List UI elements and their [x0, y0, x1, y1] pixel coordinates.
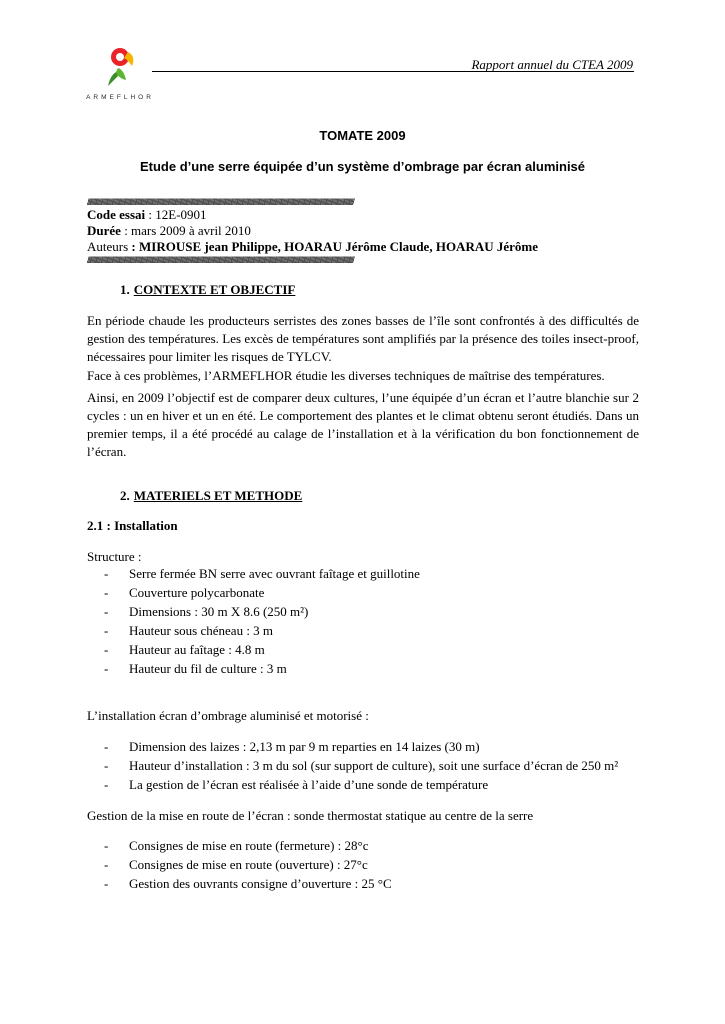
list-item: - Dimensions : 30 m X 8.6 (250 m²)	[104, 604, 309, 619]
list-item: - Hauteur au faîtage : 4.8 m	[104, 642, 265, 657]
structure-list	[104, 564, 420, 678]
list-item: - La gestion de l’écran est réalisée à l’aide d’une sonde de température	[104, 777, 489, 792]
paragraph-problems: Face à ces problèmes, l’ARMEFLHOR étudie les diverses techniques de maîtrise des températures.	[87, 368, 605, 383]
logo-text: ARMEFLHOR	[86, 94, 154, 101]
list-item: - Consignes de mise en route (ouverture) : 27°c	[104, 857, 368, 872]
main-title: TOMATE 2009	[319, 128, 406, 143]
list-item: - Hauteur d’installation : 3 m du sol (sur support de culture), soit une surface d’écran de 250 m²	[104, 758, 619, 773]
list-item: - Hauteur du fil de culture : 3 m	[104, 661, 287, 676]
code-essai	[87, 207, 207, 223]
structure-label: Structure :	[87, 549, 142, 564]
paragraph-objective: Ainsi, en 2009 l’objectif est de comparer deux cultures, l’une équipée d’un écran et l’autre blanchie sur 2 cycles : un en hiver et un en été. Le comportement des plantes et le climat obtenu seront étudiés. Dans un premier temps, il a été procédé au calage de l’installation et à la vérification du bon fonctionnement de l’écran.	[87, 390, 639, 459]
gestion-label: Gestion de la mise en route de l’écran : sonde thermostat statique au centre de la serre	[87, 808, 534, 823]
section-2-number: 2.	[120, 488, 130, 503]
armeflhor-logo	[84, 46, 156, 108]
duree-label: Durée	[87, 223, 121, 238]
duree-value: : mars 2009 à avril 2010	[120, 223, 251, 238]
auteurs-label: Auteurs	[87, 239, 132, 254]
install-list	[104, 737, 618, 794]
code-value: : 12E-0901	[145, 207, 207, 222]
list-item: - Couverture polycarbonate	[104, 585, 265, 600]
install-label: L’installation écran d’ombrage aluminisé et motorisé :	[87, 708, 369, 723]
section-1-heading	[120, 282, 295, 298]
section-2-title: MATERIELS ET METHODE	[133, 488, 303, 503]
report-title: Rapport annuel du CTEA 2009	[471, 57, 633, 72]
subtitle: Etude d’une serre équipée d’un système d’ombrage par écran aluminisé	[139, 159, 586, 174]
section-1-number: 1.	[120, 282, 130, 297]
list-item: - Hauteur sous chéneau : 3 m	[104, 623, 274, 638]
code-label: Code essai	[87, 207, 146, 222]
auteurs	[87, 239, 538, 255]
list-item: - Consignes de mise en route (fermeture) : 28°c	[104, 838, 369, 853]
gestion-list	[104, 836, 392, 893]
duree	[87, 223, 251, 239]
auteurs-value: : MIROUSE jean Philippe, HOARAU Jérôme Claude, HOARAU Jérôme	[131, 239, 538, 254]
section-2-heading	[120, 488, 302, 504]
list-item: - Dimension des laizes : 2,13 m par 9 m reparties en 14 laizes (30 m)	[104, 739, 480, 754]
list-item: - Gestion des ouvrants consigne d’ouverture : 25 °C	[104, 876, 392, 891]
section-1-title: CONTEXTE ET OBJECTIF	[133, 282, 296, 297]
separator-top: //////////////////////////////////////////////////////////////////////////////////////////////////////////////////////////////////////////////////////////////////////////////////////////////////////////////////////////////////////////////////	[87, 197, 354, 207]
paragraph-context: En période chaude les producteurs serristes des zones basses de l’île sont confrontés à des difficultés de gestion des températures. Les excès de températures sont amplifiés par la présence des toiles insect-proof, nécessaires pour limiter les risques de TYLCV.	[87, 313, 639, 364]
separator-bottom: //////////////////////////////////////////////////////////////////////////////////////////////////////////////////////////////////////////////////////////////////////////////////////////////////////////////////////////////////////////////////	[87, 255, 354, 265]
subsection-installation: 2.1 : Installation	[87, 518, 178, 533]
list-item: - Serre fermée BN serre avec ouvrant faîtage et guillotine	[104, 566, 420, 581]
flower-logo-icon	[104, 46, 138, 90]
